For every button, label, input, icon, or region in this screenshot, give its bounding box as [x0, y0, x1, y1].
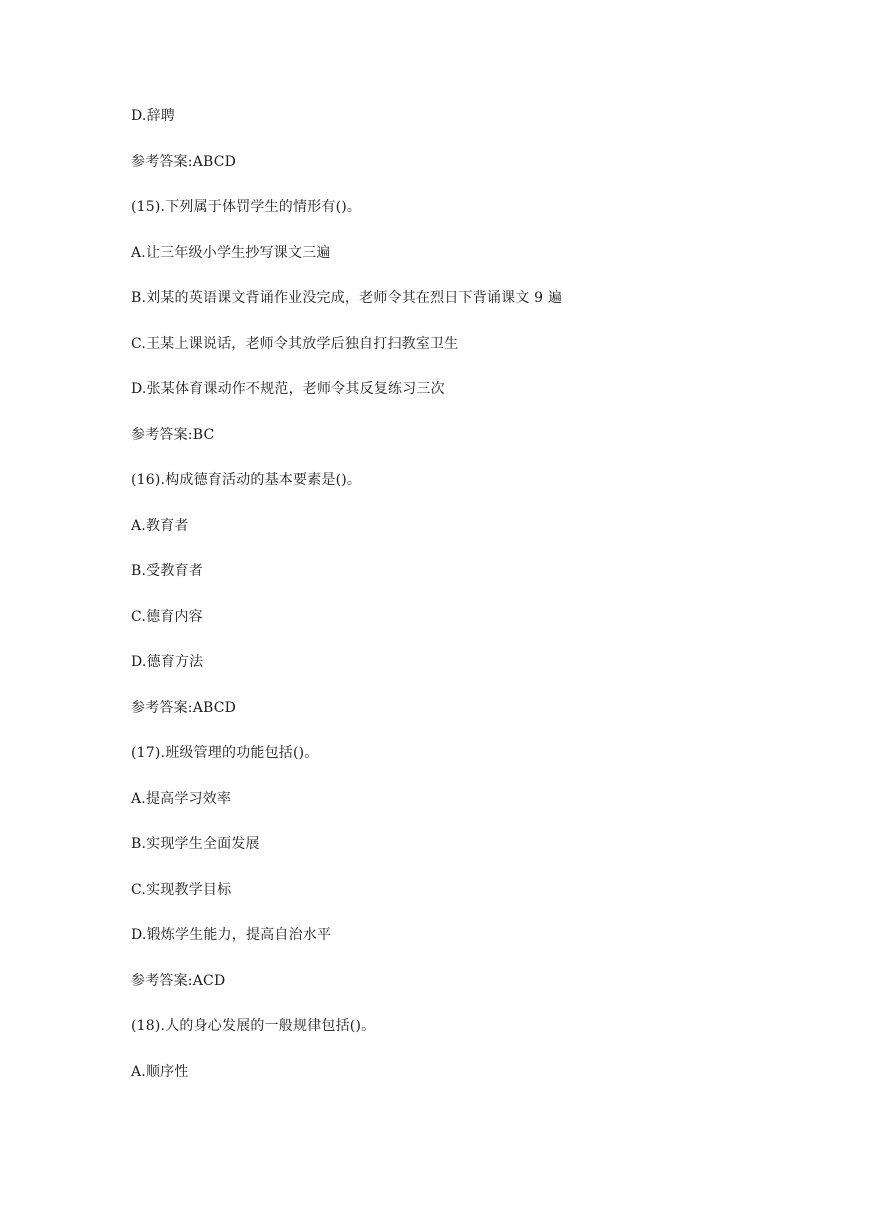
- option-line: A.让三年级小学生抄写课文三遍: [131, 245, 331, 261]
- option-line: D.德育方法: [131, 654, 204, 670]
- question-line: (15).下列属于体罚学生的情形有()。: [131, 199, 362, 215]
- option-line: B.刘某的英语课文背诵作业没完成，老师令其在烈日下背诵课文 9 遍: [131, 290, 563, 306]
- answer-line: 参考答案:ABCD: [131, 700, 237, 716]
- option-line: A.提高学习效率: [131, 791, 232, 807]
- option-line: C.实现教学目标: [131, 882, 232, 898]
- question-line: (16).构成德育活动的基本要素是()。: [131, 472, 362, 488]
- answer-line: 参考答案:ABCD: [131, 154, 237, 170]
- option-line: B.受教育者: [131, 563, 203, 579]
- option-line: A.教育者: [131, 518, 189, 534]
- option-line: D.锻炼学生能力，提高自治水平: [131, 927, 332, 943]
- question-line: (17).班级管理的功能包括()。: [131, 745, 319, 761]
- option-line: D.张某体育课动作不规范，老师令其反复练习三次: [131, 381, 445, 397]
- answer-line: 参考答案:ACD: [131, 973, 226, 989]
- option-line: B.实现学生全面发展: [131, 836, 260, 852]
- option-line: C.王某上课说话，老师令其放学后独自打扫教室卫生: [131, 336, 459, 352]
- option-line: A.顺序性: [131, 1064, 189, 1080]
- question-line: (18).人的身心发展的一般规律包括()。: [131, 1018, 376, 1034]
- answer-line: 参考答案:BC: [131, 427, 215, 443]
- option-line: D.辞聘: [131, 108, 175, 124]
- option-line: C.德育内容: [131, 609, 203, 625]
